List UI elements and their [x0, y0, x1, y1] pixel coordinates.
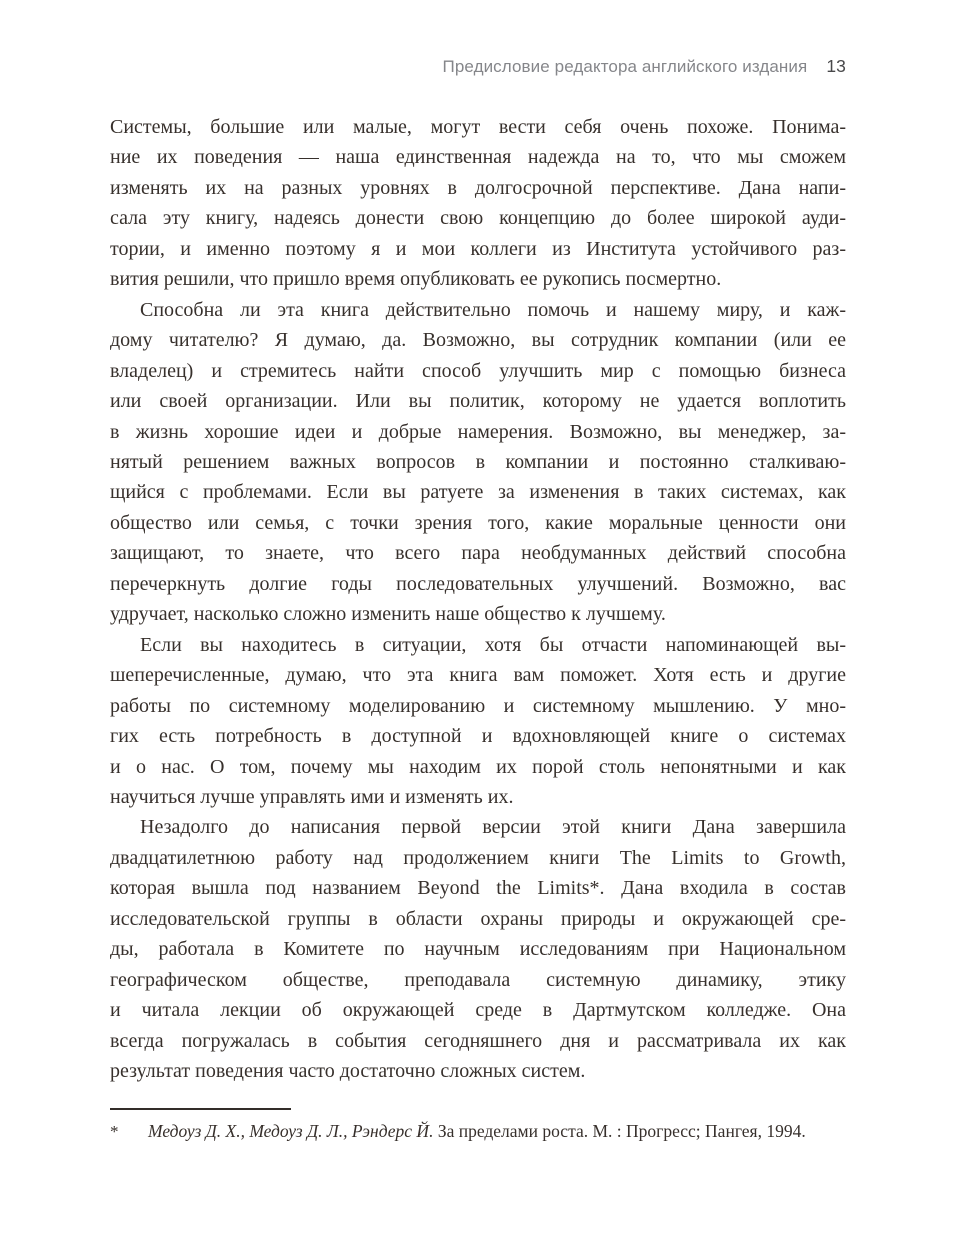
paragraph [110, 112, 846, 295]
footnote-rule [110, 1108, 291, 1110]
footnote-marker: * [110, 1122, 119, 1141]
text-line: результат поведения часто достаточно сложных систем. [110, 1060, 586, 1083]
text-line: исследовательской группы в области охраны природы и окружающей сре- [110, 907, 846, 930]
footnote-text [148, 1119, 806, 1143]
text-line: удручает, насколько сложно изменить наше общество к лучшему. [110, 603, 666, 626]
text-line: шеперечисленные, думаю, что эта книга вам поможет. Хотя есть и другие [110, 664, 846, 687]
text-line: ды, работала в Комитете по научным исследованиям при Национальном [110, 938, 846, 961]
paragraph [110, 630, 846, 813]
paragraph [110, 812, 846, 1086]
text-line: научиться лучше управлять ими и изменять их. [110, 785, 514, 808]
text-line: Способна ли эта книга действительно помочь и нашему миру, и каж- [140, 298, 846, 321]
text-line: географическом обществе, преподавала системную динамику, этику [110, 968, 846, 991]
text-line: общество или семья, с точки зрения того, какие моральные ценности они [110, 511, 846, 534]
text-line: вития решили, что пришло время опубликовать ее рукопись посмертно. [110, 268, 722, 291]
text-line: защищают, то знаете, что всего пара необдуманных действий способна [110, 542, 846, 565]
paragraph [110, 295, 846, 630]
text-line: в жизнь хорошие идеи и добрые намерения. Возможно, вы менеджер, за- [110, 420, 846, 443]
text-line: Если вы находитесь в ситуации, хотя бы отчасти напоминающей вы- [140, 633, 846, 656]
footnote [110, 1108, 846, 1144]
text-line: которая вышла под названием Beyond the Limits*. Дана входила в состав [110, 877, 846, 900]
text-line: владелец) и стремитесь найти способ улучшить мир с помощью бизнеса [110, 359, 846, 382]
text-line: всегда погружалась в события сегодняшнего дня и рассматривала их как [110, 1029, 846, 1052]
text-line: гих есть потребность в доступной и вдохновляющей книге о системах [110, 725, 846, 748]
running-head [443, 56, 846, 77]
page-number: 13 [826, 56, 846, 76]
text-line: ние их поведения — наша единственная надежда на то, что мы сможем [110, 146, 846, 169]
footnote-line [110, 1119, 846, 1144]
text-line: сала эту книгу, надеясь донести свою концепцию до более широкой ауди- [110, 207, 846, 230]
text-line: работы по системному моделированию и системному мышлению. У мно- [110, 694, 846, 717]
text-line: перечеркнуть долгие годы последовательных улучшений. Возможно, вас [110, 572, 846, 595]
text-line: или своей организации. Или вы политик, которому не удается воплотить [110, 390, 846, 413]
footnote-authors: Медоуз Д. Х., Медоуз Д. Л., Рэндерс Й. [148, 1121, 434, 1141]
text-line: и о нас. О том, почему мы находим их порой столь непонятными и как [110, 755, 846, 778]
text-line: щийся с проблемами. Если вы ратуете за изменения в таких системах, как [110, 481, 846, 504]
running-head-title: Предисловие редактора английского издания [442, 57, 808, 76]
text-line: Системы, большие или малые, могут вести себя очень похоже. Понима- [110, 116, 846, 138]
text-line: тории, и именно поэтому я и мои коллеги из Института устойчивого раз- [110, 237, 846, 260]
text-line: дому читателю? Я думаю, да. Возможно, вы сотрудник компании (или ее [110, 329, 846, 352]
text-line: двадцатилетнюю работу над продолжением книги The Limits to Growth, [110, 846, 846, 869]
text-line: Незадолго до написания первой версии этой книги Дана завершила [140, 816, 846, 839]
text-line: и читала лекции об окружающей среде в Дартмутском колледже. Она [110, 999, 846, 1022]
footnote-body: За пределами роста. М. : Прогресс; Пангея, 1994. [433, 1121, 806, 1141]
body-text [110, 112, 846, 1087]
text-line: нятый решением важных вопросов в компании и постоянно сталкиваю- [110, 450, 846, 473]
text-line: изменять их на разных уровнях в долгосрочной перспективе. Дана напи- [110, 176, 846, 199]
